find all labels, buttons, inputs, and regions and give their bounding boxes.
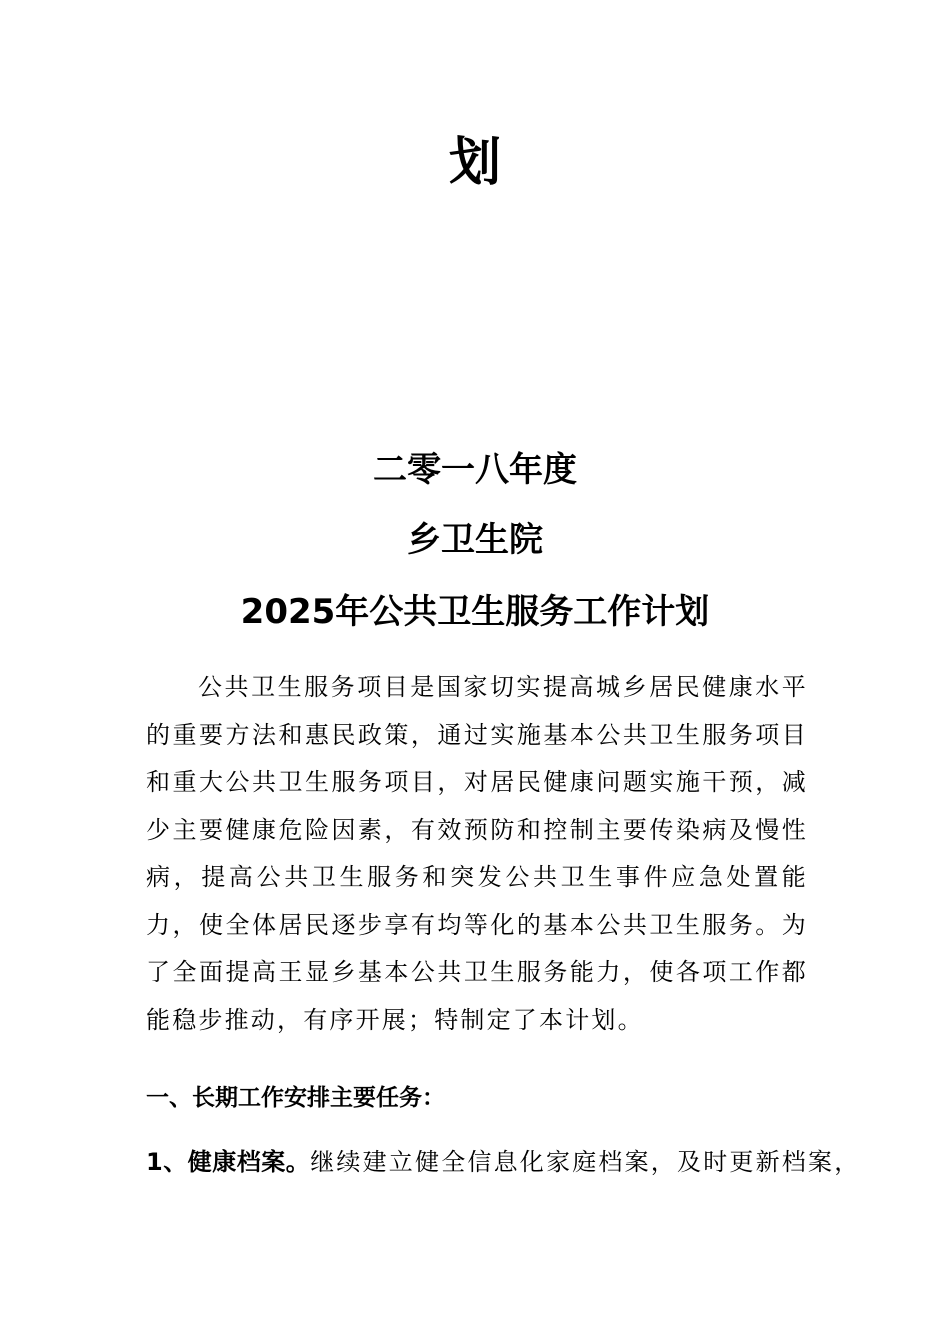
intro-paragraph: 公共卫生服务项目是国家切实提高城乡居民健康水平的重要方法和惠民政策，通过实施基本公共卫生服务项目和重大公共卫生服务项目，对居民健康问题实施干预，减少主要健康危险因素，有效预防和控制主要传染病及慢性病，提高公共卫生服务和突发公共卫生事件应急处置能力，使全体居民逐步享有均等化的基本公共卫生服务。为了全面提高王显乡基本公共卫生服务能力，使各项工作都能稳步推动，有序开展；特制定了本计划。 [146,673,808,1034]
list-item-health-records [146,1140,861,1184]
page-top-character: 划 [448,132,501,193]
cover-year-line: 二零一八年度 [373,450,577,490]
list-item-label: 1、健康档案。 [146,1148,311,1176]
list-item-text: 继续建立健全信息化家庭档案，及时更新档案， [310,1148,861,1176]
cover-organization-line: 乡卫生院 [407,520,543,560]
section-heading-long-term-tasks: 一、长期工作安排主要任务： [146,1085,445,1111]
document-title: 2025年公共卫生服务工作计划 [240,592,710,632]
